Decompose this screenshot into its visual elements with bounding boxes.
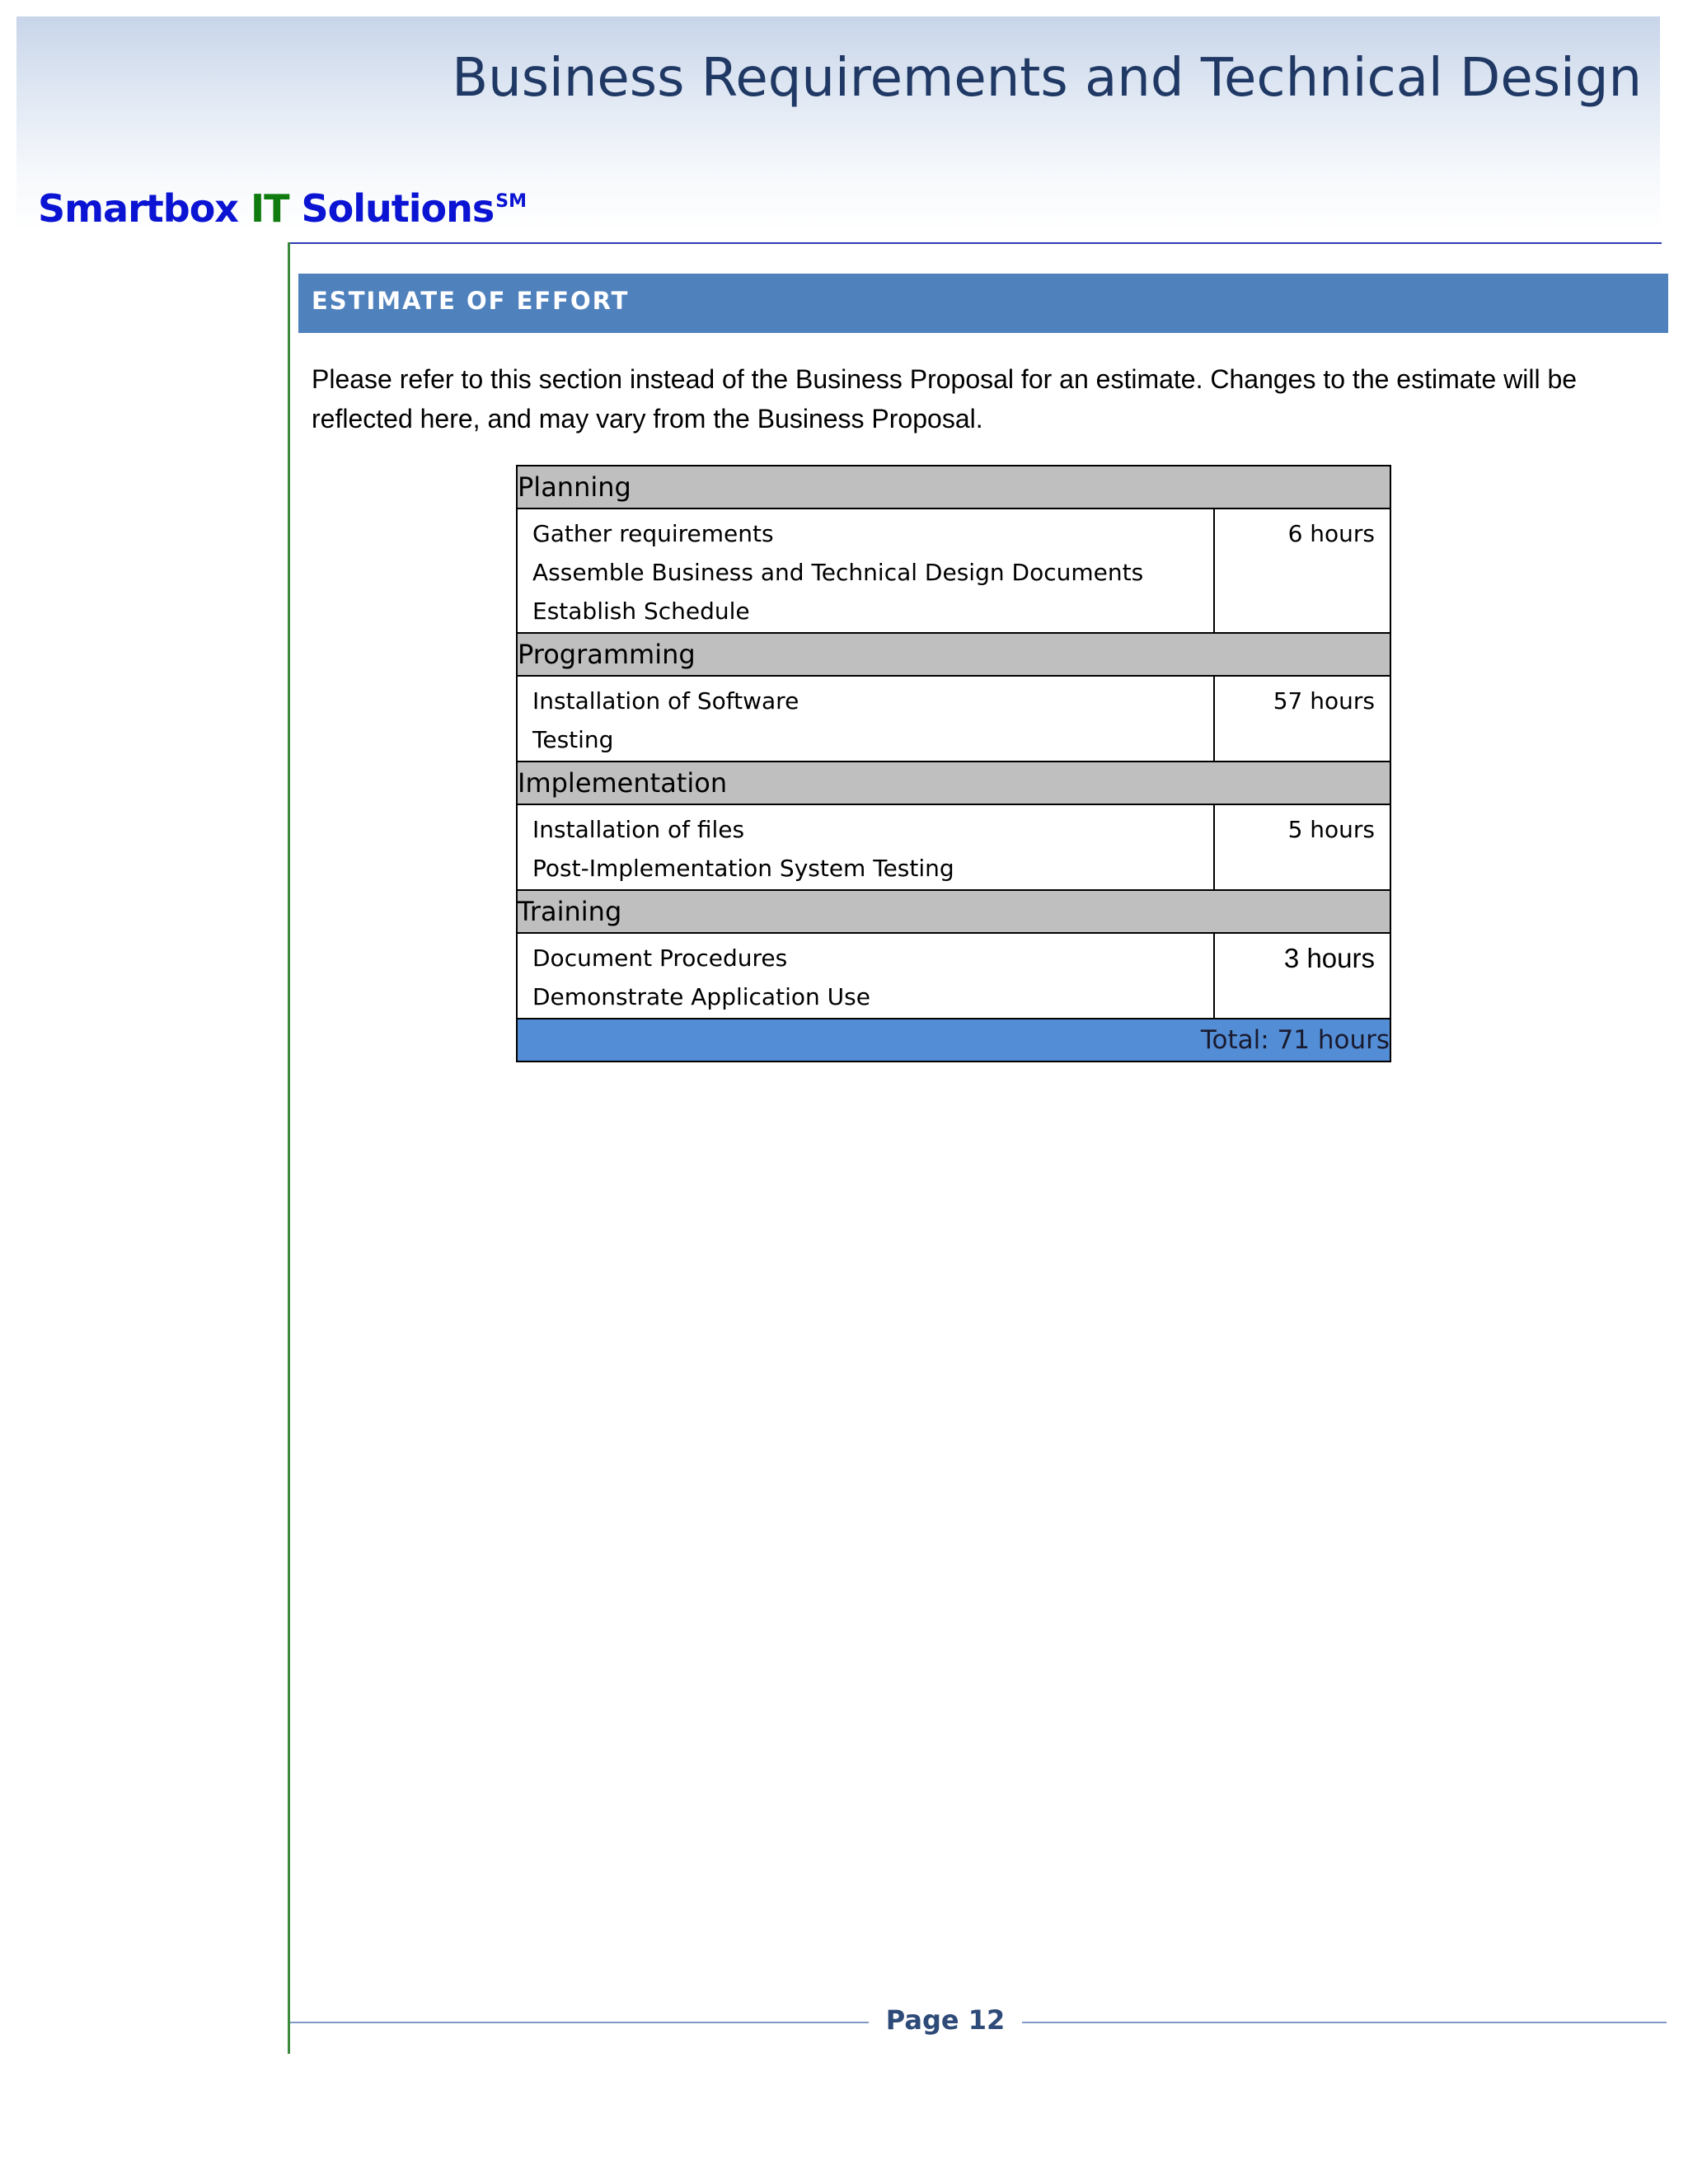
hours-cell: 5 hours <box>1214 804 1390 890</box>
category-name: Programming <box>517 633 1390 676</box>
list-item: Establish Schedule <box>532 598 750 625</box>
table-row <box>517 933 1390 1019</box>
category-row-planning <box>517 466 1390 509</box>
list-item: Testing <box>532 726 614 753</box>
section-heading-bar <box>298 274 1668 333</box>
items-cell <box>517 804 1214 890</box>
category-name: Implementation <box>517 762 1390 804</box>
document-title: Business Requirements and Technical Design <box>452 48 1642 109</box>
list-item: Installation of Software <box>532 687 799 715</box>
section-title: ESTIMATE OF EFFORT <box>312 287 630 315</box>
list-item: Gather requirements <box>532 520 774 547</box>
hours-cell: 6 hours <box>1214 509 1390 633</box>
table-row <box>517 509 1390 633</box>
list-item: Post-Implementation System Testing <box>532 855 954 882</box>
footer-rule-left <box>290 2022 869 2023</box>
service-mark: SM <box>495 191 528 212</box>
category-name: Training <box>517 890 1390 933</box>
list-item: Assemble Business and Technical Design Documents <box>532 559 1144 586</box>
table-row <box>517 804 1390 890</box>
left-margin-rule <box>288 242 290 2054</box>
table-row <box>517 676 1390 762</box>
brand-part-solutions: Solutions <box>301 186 495 231</box>
brand-logo <box>38 186 527 231</box>
brand-part-it: IT <box>251 186 289 231</box>
total-hours: Total: 71 hours <box>517 1019 1390 1062</box>
list-item: Document Procedures <box>532 944 788 972</box>
items-cell <box>517 509 1214 633</box>
header-divider <box>288 242 1662 244</box>
category-row-implementation <box>517 762 1390 804</box>
items-cell <box>517 676 1214 762</box>
category-row-training <box>517 890 1390 933</box>
page-number: Page 12 <box>885 2004 1006 2036</box>
intro-paragraph: Please refer to this section instead of the Business Proposal for an estimate. Changes to the estimate will be reflected here, and may vary from the Business Proposal. <box>312 364 1578 434</box>
total-row <box>517 1019 1390 1062</box>
category-row-programming <box>517 633 1390 676</box>
brand-part-smartbox: Smartbox <box>38 186 238 231</box>
hours-cell: 3 hours <box>1214 933 1390 1019</box>
category-name: Planning <box>517 466 1390 509</box>
footer-rule-right <box>1022 2022 1667 2023</box>
list-item: Installation of files <box>532 816 745 843</box>
list-item: Demonstrate Application Use <box>532 983 870 1010</box>
estimate-table <box>516 465 1391 1062</box>
hours-cell: 57 hours <box>1214 676 1390 762</box>
items-cell <box>517 933 1214 1019</box>
